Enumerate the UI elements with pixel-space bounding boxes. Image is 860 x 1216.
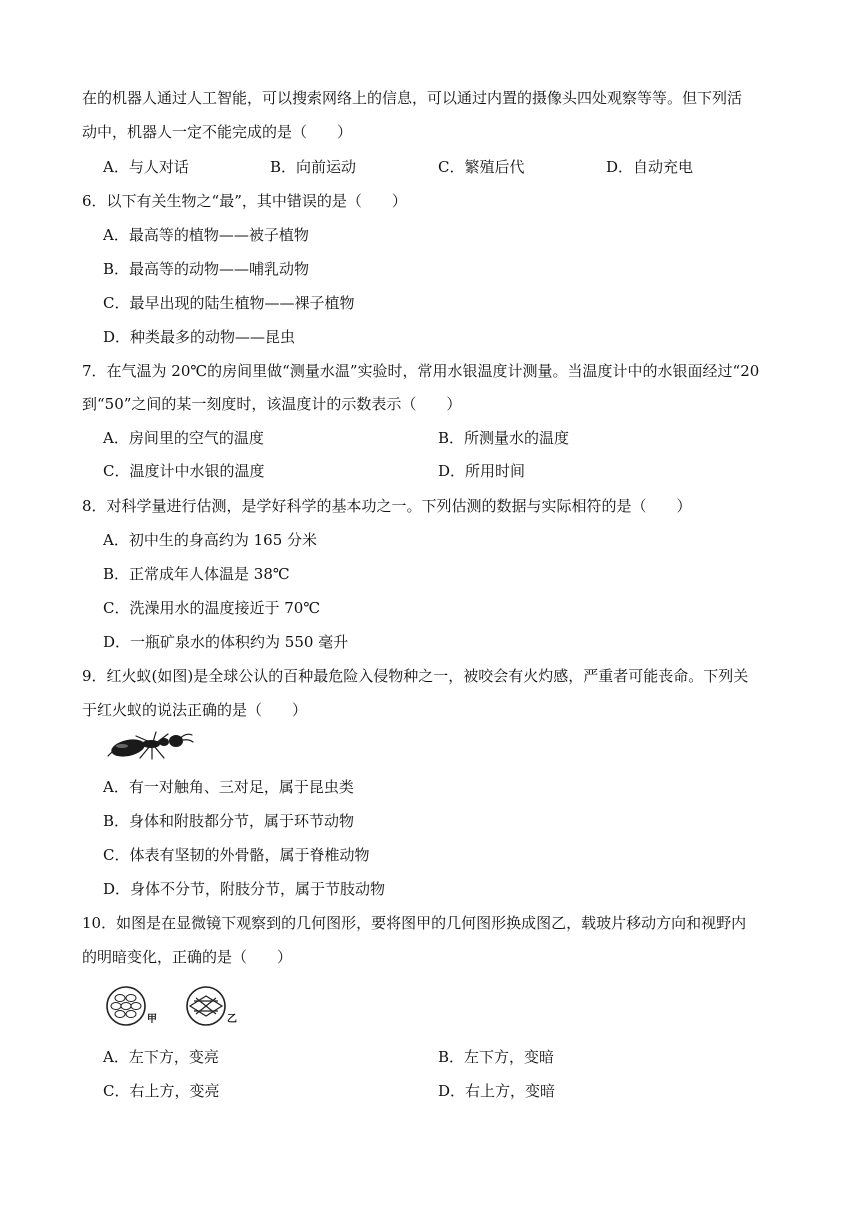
q10-option-d: D．右上方，变暗 (438, 1082, 556, 1100)
q8-option-d: D．一瓶矿泉水的体积约为 550 毫升 (103, 633, 349, 651)
figure-label-jia: 甲 (147, 1014, 157, 1025)
q8-option-c: C．洗澡用水的温度接近于 70℃ (103, 599, 321, 617)
q5-option-d: D．自动充电 (606, 158, 694, 176)
q10-stem-line1: 10．如图是在显微镜下观察到的几何图形，要将图甲的几何图形换成图乙，载玻片移动方向和视野内 (82, 914, 747, 932)
q7-stem-line1: 7．在气温为 20℃的房间里做“测量水温”实验时，常用水银温度计测量。当温度计中的水银面经过“20 (82, 362, 760, 380)
q8-option-a: A．初中生的身高约为 165 分米 (103, 531, 318, 549)
q8-stem: 8．对科学量进行估测，是学好科学的基本功之一。下列估测的数据与实际相符的是（ ） (82, 497, 692, 515)
q8-option-b: B．正常成年人体温是 38℃ (103, 565, 290, 583)
q5-stem-line1: 在的机器人通过人工智能，可以搜索网络上的信息，可以通过内置的摄像头四处观察等等。但下列活 (82, 89, 743, 107)
q10-option-c: C．右上方，变亮 (103, 1082, 220, 1100)
q7-stem-line2: 到“50”之间的某一刻度时，该温度计的示数表示（ ） (82, 395, 462, 413)
q7-option-a: A．房间里的空气的温度 (103, 429, 264, 447)
q9-stem-line2: 于红火蚁的说法正确的是（ ） (82, 701, 308, 719)
q6-stem: 6．以下有关生物之“最”，其中错误的是（ ） (82, 192, 407, 210)
q9-stem-line1: 9．红火蚁(如图)是全球公认的百种最危险入侵物种之一，被咬会有火灼感，严重者可能丧命。下列关 (82, 667, 749, 685)
q9-option-c: C．体表有坚韧的外骨骼，属于脊椎动物 (103, 846, 370, 864)
q9-option-d: D．身体不分节，附肢分节，属于节肢动物 (103, 880, 386, 898)
q5-option-a: A．与人对话 (103, 158, 189, 176)
q5-option-b: B．向前运动 (270, 158, 357, 176)
fire-ant-figure (106, 726, 198, 764)
q10-option-a: A．左下方，变亮 (103, 1048, 219, 1066)
q10-stem-line2: 的明暗变化，正确的是（ ） (82, 948, 293, 966)
q9-option-a: A．有一对触角、三对足，属于昆虫类 (103, 778, 354, 796)
figure-label-yi: 乙 (227, 1014, 237, 1025)
q5-option-c: C．繁殖后代 (438, 158, 525, 176)
q7-option-c: C．温度计中水银的温度 (103, 462, 265, 480)
q7-option-b: B．所测量水的温度 (438, 429, 570, 447)
q7-option-d: D．所用时间 (438, 462, 526, 480)
q9-option-b: B．身体和附肢都分节，属于环节动物 (103, 812, 355, 830)
q5-stem-line2: 动中，机器人一定不能完成的是（ ） (82, 123, 353, 141)
q6-option-c: C．最早出现的陆生植物——裸子植物 (103, 294, 355, 312)
q6-option-b: B．最高等的动物——哺乳动物 (103, 260, 310, 278)
q6-option-d: D．种类最多的动物——昆虫 (103, 328, 296, 346)
q6-option-a: A．最高等的植物——被子植物 (103, 226, 309, 244)
q10-option-b: B．左下方，变暗 (438, 1048, 555, 1066)
